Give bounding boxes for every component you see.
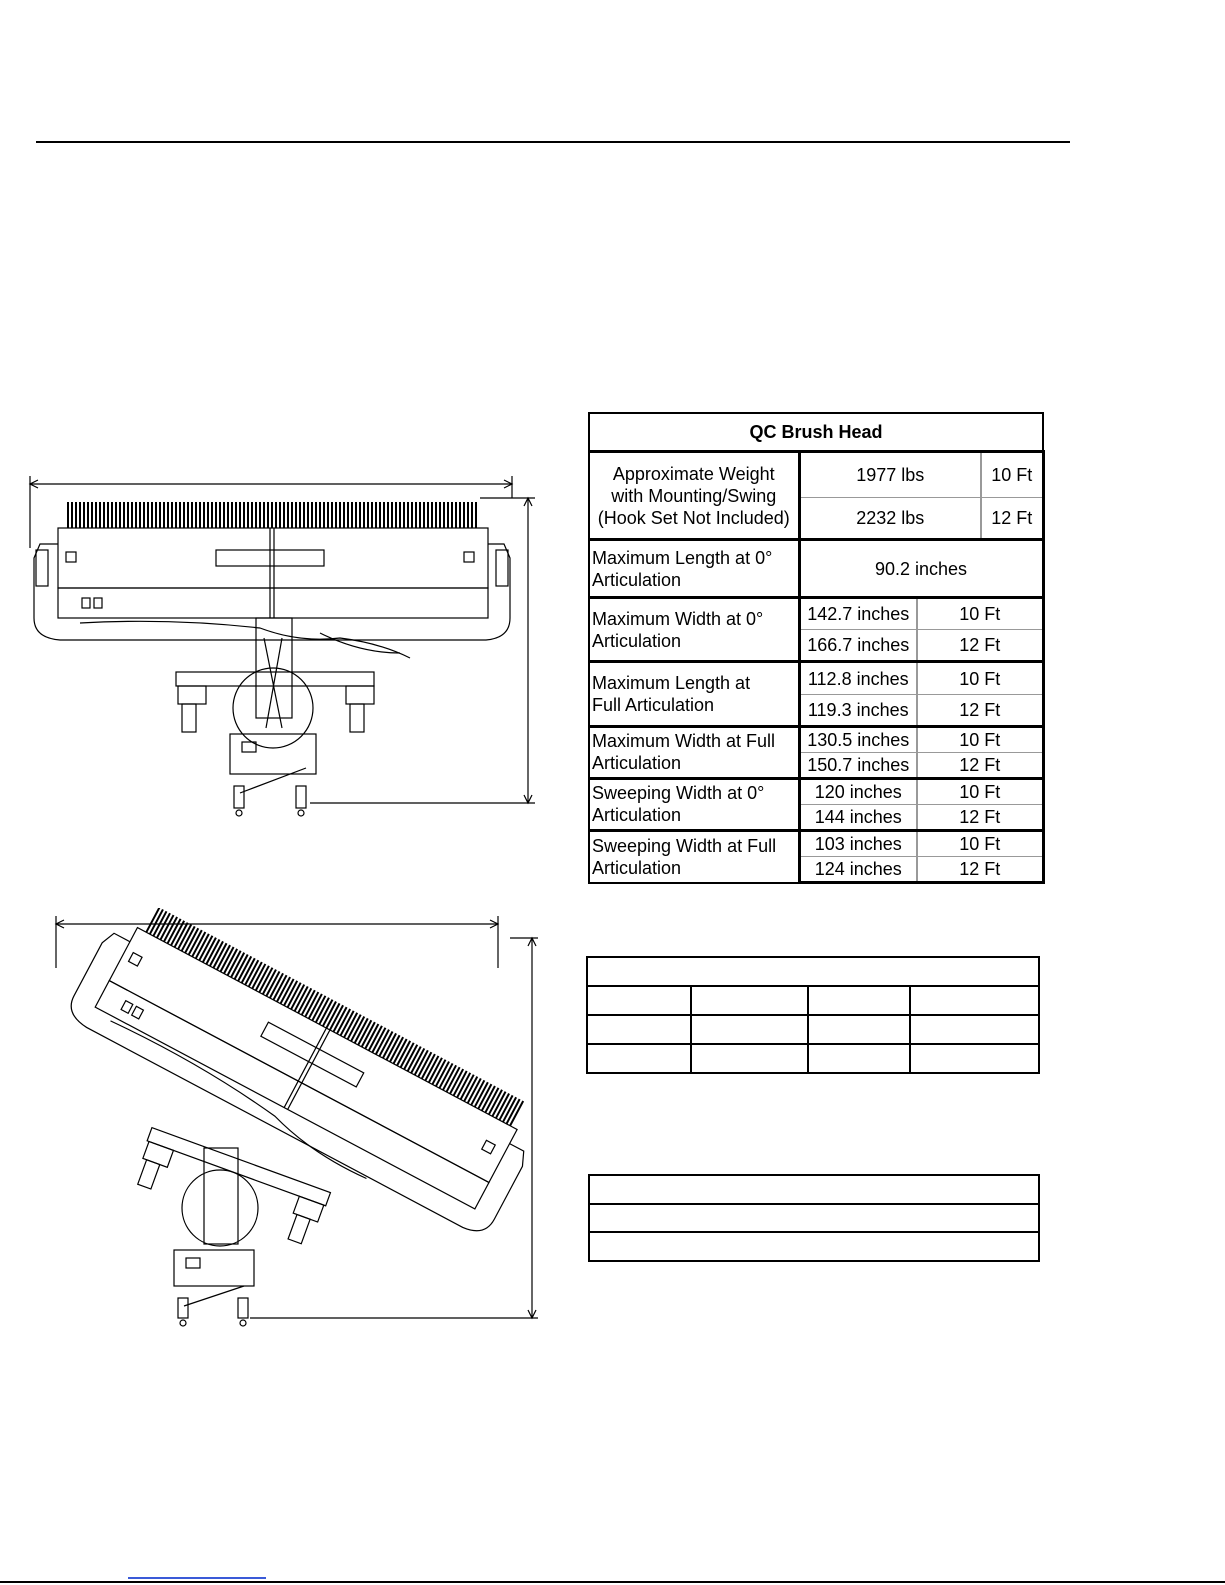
sweep-width-full-value: 103 inches — [799, 830, 917, 856]
empty-grid-table — [586, 956, 1040, 1074]
footer-link-underline[interactable] — [128, 1577, 266, 1579]
max-width-full-value: 150.7 inches — [799, 752, 917, 778]
max-width-full-size: 10 Ft — [917, 726, 1043, 752]
spec-table — [588, 412, 1045, 884]
sweep-width-0-label-line: Sweeping Width at 0° — [592, 783, 765, 804]
max-length-full-label-line: Full Articulation — [592, 695, 715, 716]
empty-row-table — [588, 1174, 1040, 1262]
max-length-0-label-line: Articulation — [592, 569, 682, 590]
empty-cell — [910, 1044, 1039, 1073]
max-length-full-value: 119.3 inches — [799, 694, 917, 726]
max-width-full-value: 130.5 inches — [799, 726, 917, 752]
sweep-width-0-size: 10 Ft — [917, 778, 1043, 804]
weight-label-line: with Mounting/Swing — [611, 485, 777, 506]
max-width-full-label-line: Maximum Width at Full — [592, 731, 776, 752]
sweep-width-0-size: 12 Ft — [917, 804, 1043, 830]
empty-cell — [808, 1044, 910, 1073]
max-width-full-label-line: Articulation — [592, 753, 682, 774]
max-width-0-label-line: Maximum Width at 0° — [592, 608, 764, 629]
sweep-width-full-value: 124 inches — [799, 856, 917, 882]
max-length-full-label — [589, 662, 799, 726]
brush-head-front-drawing — [20, 468, 550, 818]
empty-cell — [589, 1175, 1039, 1204]
max-width-full-size: 12 Ft — [917, 752, 1043, 778]
max-width-full-label — [589, 726, 799, 778]
max-width-0-label-line: Articulation — [592, 630, 682, 651]
empty-cell — [587, 1044, 691, 1073]
empty-cell — [691, 1015, 808, 1044]
weight-label — [589, 452, 799, 540]
weight-size: 10 Ft — [981, 452, 1043, 498]
empty-cell — [587, 986, 691, 1015]
empty-cell — [587, 1015, 691, 1044]
sweep-width-0-label-line: Articulation — [592, 805, 682, 826]
max-width-0-size: 12 Ft — [917, 630, 1043, 662]
footer-rule — [0, 1581, 1225, 1583]
max-length-0-label-line: Maximum Length at 0° — [592, 547, 773, 568]
sweep-width-full-label-line: Articulation — [592, 857, 682, 878]
empty-cell — [691, 986, 808, 1015]
weight-value: 1977 lbs — [799, 452, 981, 498]
max-length-full-size: 10 Ft — [917, 662, 1043, 694]
max-length-full-value: 112.8 inches — [799, 662, 917, 694]
sweep-width-0-label — [589, 778, 799, 830]
max-length-full-label-line: Maximum Length at — [592, 673, 751, 694]
empty-cell — [589, 1232, 1039, 1261]
max-width-0-size: 10 Ft — [917, 598, 1043, 630]
max-length-0-label — [589, 540, 799, 598]
spec-table-title: QC Brush Head — [589, 413, 1043, 452]
sweep-width-0-value: 120 inches — [799, 778, 917, 804]
weight-label-line: Approximate Weight — [612, 463, 775, 484]
max-length-0-value: 90.2 inches — [799, 540, 1043, 598]
sweep-width-0-value: 144 inches — [799, 804, 917, 830]
weight-value: 2232 lbs — [799, 498, 981, 540]
empty-cell — [808, 1015, 910, 1044]
weight-size: 12 Ft — [981, 498, 1043, 540]
empty-cell — [589, 1204, 1039, 1233]
sweep-width-full-size: 10 Ft — [917, 830, 1043, 856]
sweep-width-full-label — [589, 830, 799, 882]
weight-label-line: (Hook Set Not Included) — [597, 507, 790, 528]
sweep-width-full-label-line: Sweeping Width at Full — [592, 835, 777, 856]
empty-cell — [691, 1044, 808, 1073]
header-rule — [36, 141, 1070, 143]
max-width-0-value: 166.7 inches — [799, 630, 917, 662]
max-width-0-label — [589, 598, 799, 662]
empty-cell — [910, 986, 1039, 1015]
sweep-width-full-size: 12 Ft — [917, 856, 1043, 882]
max-width-0-value: 142.7 inches — [799, 598, 917, 630]
empty-cell — [808, 986, 910, 1015]
max-length-full-size: 12 Ft — [917, 694, 1043, 726]
empty-cell — [910, 1015, 1039, 1044]
brush-head-articulated-drawing — [40, 908, 550, 1328]
empty-cell — [587, 957, 1039, 986]
